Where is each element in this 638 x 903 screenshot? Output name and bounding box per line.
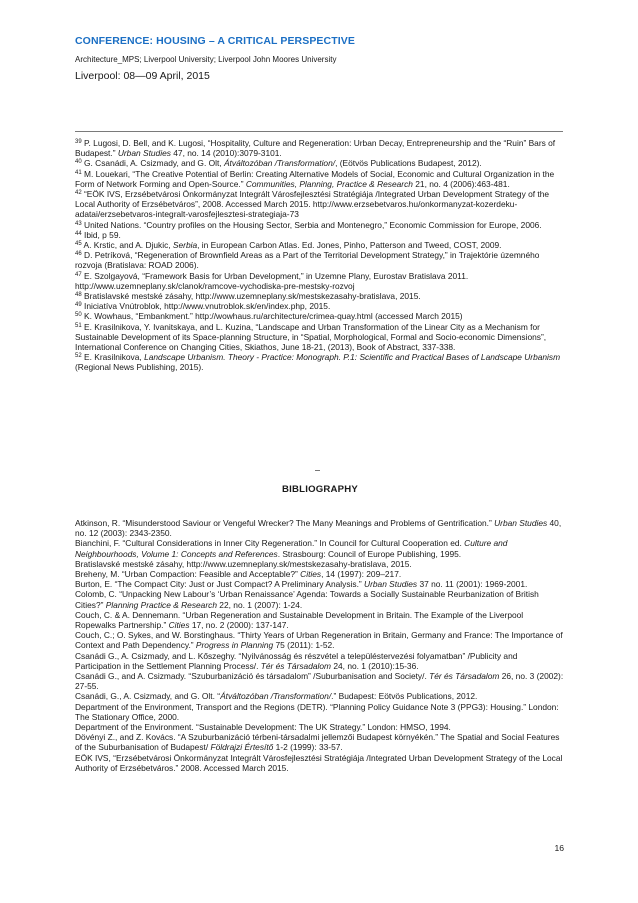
- footnote: [75, 291, 565, 301]
- bibliography-heading: BIBLIOGRAPHY: [282, 484, 358, 495]
- conference-organizers: Architecture_MPS; Liverpool University; Liverpool John Moores University: [75, 55, 337, 64]
- italic-text: Átváltozóban /Transformation/: [223, 158, 336, 169]
- text-run: Couch, C.; O. Sykes, and W. Borstinghaus. “Thirty Years of Urban Regeneration in Britain, Germany and France: The Importance of Context and Path Dependency.”: [75, 630, 563, 651]
- footnote: [75, 230, 565, 240]
- text-run: 24, no. 1 (2010):15-36.: [331, 660, 419, 671]
- bibliography-entry: [75, 732, 565, 752]
- bibliography-entry: [75, 702, 565, 722]
- text-run: 47, no. 14 (2010):3079-3101.: [170, 148, 282, 159]
- text-run: 21, no. 4 (2006):463-481.: [412, 178, 510, 189]
- text-run: , in European Carbon Atlas. Ed. Jones, Pinho, Patterson and Tweed, COST, 2009.: [197, 240, 502, 251]
- italic-text: Culture and Neighbourhoods, Volume 1: Concepts and References: [75, 538, 508, 559]
- text-run: 26, no. 3 (2002): 27-55.: [75, 671, 564, 692]
- text-run: E. Krasilnikova, Y. Ivanitskaya, and L. Kuzina, “Landscape and Urban Transformation of the Linear City as a Mechanism for Sustainable Development of its Space-planning Structure, in “Spatial, Morphological, Formal and Socio-economic Dimensions”, International Conference on Changing Cities, Skiathos, June 18-21, (2013), Book of Abstract, 337-338.: [75, 321, 547, 353]
- text-run: . Strasbourg: Council of Europe Publishing, 1995.: [277, 548, 462, 559]
- page-number: 16: [554, 843, 564, 853]
- text-run: 1-2 (1999): 33-57.: [273, 742, 343, 753]
- text-run: 17, no. 2 (2000): 137-147.: [189, 620, 289, 631]
- text-run: 40, no. 12 (2003): 2343-2350.: [75, 518, 562, 539]
- footnote: [75, 311, 565, 321]
- text-run: Bratislavské mestské zásahy, http://www.uzemneplany.sk/mestskezasahy-bratislava, 2015.: [75, 558, 412, 569]
- footnote: [75, 240, 565, 250]
- bibliography-entry: [75, 518, 565, 538]
- footnote: [75, 138, 565, 158]
- bibliography-entry: [75, 579, 565, 589]
- footnote: [75, 220, 565, 230]
- text-run: Dövényi Z., and Z. Kovács. “A Szuburbanizáció térbeni-társadalmi jellemzői Budapest környékén.” The Spatial and Social Features of the Suburbanisation of Budapest/: [75, 732, 560, 753]
- text-run: P. Lugosi, D. Bell, and K. Lugosi, “Hospitality, Culture and Regeneration: Urban Decay, Entrepreneurship and the “Ruin” Bars of Budapest.”: [75, 138, 556, 159]
- text-run: Bratislavské mestské zásahy, http://www.uzemneplany.sk/mestskezasahy-bratislava, 2015.: [81, 291, 421, 302]
- bibliography-entry: [75, 651, 565, 671]
- footnote-number: 48: [75, 292, 82, 299]
- footnote-number: 40: [75, 159, 82, 166]
- footnote-number: 47: [75, 271, 82, 278]
- text-run: Csanádi, G., A. Csizmady, and G. Olt. “: [75, 691, 221, 702]
- footnote: [75, 250, 565, 270]
- text-run: .” Budapest: Eötvös Publications, 2012.: [331, 691, 478, 702]
- italic-text: Landscape Urbanism. Theory - Practice: Monograph. P.1: Scientific and Practical Bases of Landscape Urbanism: [144, 352, 561, 363]
- footnote: [75, 169, 565, 189]
- footnotes: [75, 138, 565, 373]
- text-run: Csanádi G., A. Csizmady, and L. Kőszeghy. “Nyilvánosság és részvétel a településtervezési folyamatban” /Publicity and Participation in the Settlement Planning Process/.: [75, 650, 518, 671]
- footnote-number: 42: [75, 190, 82, 197]
- italic-text: Tér és Társadalom: [260, 660, 332, 671]
- text-run: D. Petríková, “Regeneration of Brownfield Areas as a Part of the Territorial Development Strategy,” in Trajektórie územného rozvoja (Bratislava: ROAD 2006).: [75, 250, 540, 271]
- italic-text: Átváltozóban /Transformation/: [220, 691, 332, 702]
- text-run: M. Louekari, “The Creative Potential of Berlin: Creating Alternative Models of Social, Economic and Cultural Organization in the Form of Network Forming and Open-Source.”: [75, 168, 555, 189]
- footnote: [75, 189, 565, 220]
- italic-text: Serbia: [172, 240, 198, 251]
- footnote: [75, 271, 565, 291]
- footnote: [75, 352, 565, 372]
- italic-text: Tér és Társadalom: [429, 671, 500, 682]
- bibliography-entry: [75, 569, 565, 579]
- italic-text: Cities: [300, 569, 322, 580]
- text-run: Couch, C. & A. Dennemann. “Urban Regeneration and Sustainable Development in Britain. The Example of the Liverpool Ropewalks Partnership.”: [75, 609, 524, 631]
- italic-text: Progress in Planning: [195, 640, 274, 651]
- italic-text: Planning Practice & Research: [105, 599, 217, 610]
- text-run: Breheny, M. “Urban Compaction: Feasible and Acceptable?”: [75, 569, 301, 580]
- text-run: Ibid, p 59.: [81, 229, 121, 240]
- text-run: K. Wowhaus, “Embankment.” http://wowhaus.ru/architecture/crimea-quay.html (accessed March 2015): [81, 311, 463, 322]
- text-run: A. Krstic, and A. Djukic,: [81, 240, 173, 251]
- bibliography-entry: [75, 538, 565, 558]
- text-run: Iniciatíva Vnútroblok, http://www.vnutroblok.sk/en/index.php, 2015.: [81, 301, 331, 312]
- bibliography-entry: [75, 630, 565, 650]
- text-run: Department of the Environment. “Sustainable Development: The UK Strategy.” London: HMSO, 1994.: [75, 722, 451, 733]
- footnote-number: 43: [75, 220, 82, 227]
- footnote-number: 50: [75, 312, 82, 319]
- italic-text: Földrajzi Értesítő: [210, 742, 274, 753]
- footnote-number: 49: [75, 302, 82, 309]
- text-run: Department of the Environment, Transport and the Regions (DETR). “Planning Policy Guidance Note 3 (PPG3): Housing.” London: The Stationary Office, 2000.: [75, 701, 559, 722]
- italic-text: Urban Studies: [364, 579, 418, 590]
- footnote-divider: [75, 131, 563, 132]
- text-run: Colomb, C. “Unpacking New Labour’s ‘Urban Renaissance’ Agenda: Towards a Socially Sustainable Reurbanization of British Cities?”: [75, 589, 539, 610]
- section-separator: [315, 470, 320, 471]
- footnote: [75, 322, 565, 353]
- bibliography-entry: [75, 610, 565, 630]
- text-run: 22, no. 1 (2007): 1-24.: [216, 599, 303, 610]
- italic-text: Cities: [168, 620, 190, 631]
- text-run: , 14 (1997): 209–217.: [321, 569, 402, 580]
- text-run: (Regional News Publishing, 2015).: [75, 362, 204, 373]
- footnote-number: 44: [75, 230, 82, 237]
- text-run: G. Csanádi, A. Csizmady, and G. Olt,: [81, 158, 224, 169]
- bibliography-entry: [75, 671, 565, 691]
- conference-header: [75, 34, 565, 83]
- footnote-number: 39: [75, 139, 82, 145]
- bibliography-entry: [75, 722, 565, 732]
- text-run: Burton, E. “The Compact City: Just or Just Compact? A Preliminary Analysis.”: [75, 579, 365, 590]
- footnote-number: 46: [75, 251, 82, 258]
- text-run: E. Szolgayová, “Framework Basis for Urban Development,” in Uzemne Plany, Eurostav Bratislava 2011. http://www.uzemneplany.sk/clanok/ramcove-vychodiska-pre-mestsky-rozvoj: [75, 270, 469, 291]
- text-run: Csanádi G., and A. Csizmady. “Szuburbanizáció és társadalom” /Suburbanisation and Society/.: [75, 671, 430, 682]
- conference-place-date: Liverpool: 08—09 April, 2015: [75, 70, 210, 82]
- bibliography-entry: [75, 691, 565, 701]
- italic-text: Urban Studies: [494, 518, 548, 528]
- text-run: 37 no. 11 (2001): 1969-2001.: [417, 579, 528, 590]
- bibliography-entry: [75, 589, 565, 609]
- text-run: “EÖK IVS, Erzsébetvárosi Önkormányzat Integrált Városfejlesztési Stratégiája /Integrated Urban Development Strategy of the Local Authority of Erzsébetváros”, 2008. Accessed March 2015. http://www.erzsebetvaros.hu/onkormanyzat-kozerdeku-adatai/erzsebetvaros-integralt-varosfejlesztesi-strategiaja-73: [75, 189, 550, 220]
- text-run: E. Krasilnikova,: [81, 352, 145, 363]
- bibliography-entry: [75, 753, 565, 773]
- italic-text: Communities, Planning, Practice & Research: [245, 178, 413, 189]
- footnote: [75, 158, 565, 168]
- footnote-number: 51: [75, 322, 82, 329]
- footnote: [75, 301, 565, 311]
- conference-title: CONFERENCE: HOUSING – A CRITICAL PERSPECTIVE: [75, 35, 355, 47]
- text-run: United Nations. “Country profiles on the Housing Sector, Serbia and Montenegro,” Economic Commission for Europe, 2006.: [81, 219, 542, 230]
- footnote-number: 52: [75, 353, 82, 360]
- bibliography-entry: [75, 559, 565, 569]
- bibliography-list: [75, 518, 565, 773]
- footnote-number: 41: [75, 169, 82, 176]
- text-run: EÖK IVS, “Erzsébetvárosi Önkormányzat Integrált Városfejlesztési Stratégiája /Integrated Urban Development Strategy of the Local Authority of Erzsébetváros.” 2008. Accessed March 2015.: [75, 752, 563, 773]
- italic-text: Urban Studies: [117, 148, 171, 159]
- text-run: Atkinson, R. “Misunderstood Saviour or Vengeful Wrecker? The Many Meanings and Problems of Gentrification.”: [75, 518, 495, 528]
- text-run: Bianchini, F. “Cultural Considerations in Inner City Regeneration.” In Council for Cultural Cooperation ed.: [75, 538, 465, 549]
- text-run: , (Eötvös Publications Budapest, 2012).: [335, 158, 482, 169]
- text-run: 75 (2011): 1-52.: [273, 640, 335, 651]
- footnote-number: 45: [75, 241, 82, 248]
